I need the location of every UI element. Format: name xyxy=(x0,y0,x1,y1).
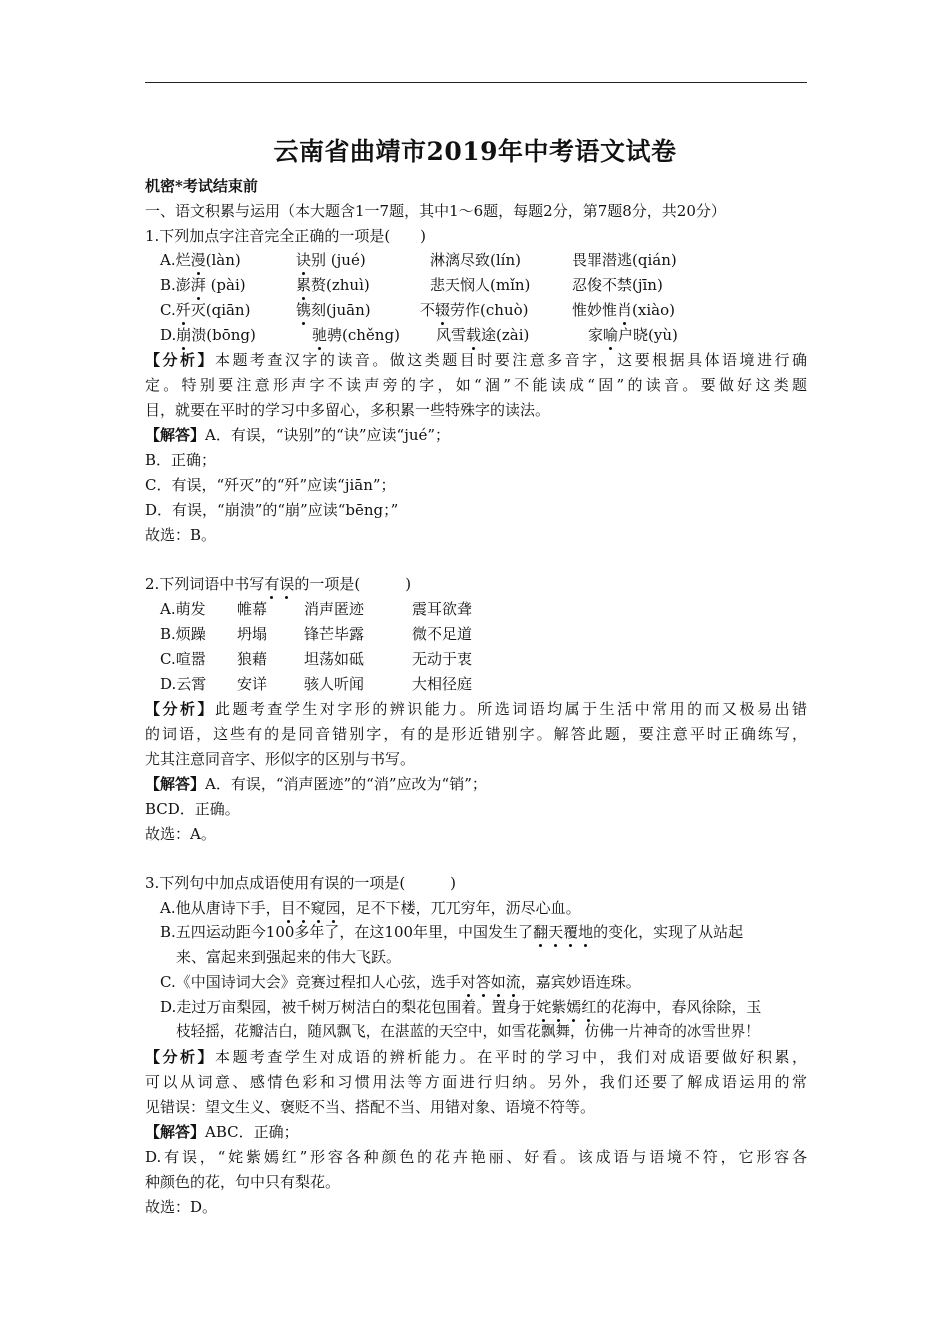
q2-answer-line-2: BCD．正确。 xyxy=(145,800,240,818)
q2-answer-choice: 故选：A。 xyxy=(145,825,216,843)
q3-option-b: B.五四运动距今100多年了，在这100年里，中国发生了翻天覆地的变化，实现了从站起 xyxy=(160,923,744,941)
q1-answer-choice: 故选：B。 xyxy=(145,526,217,544)
q3-option-d: D.走过万亩梨园，被千树万树洁白的梨花包围着。置身于姹紫嫣红的花海中，春风徐除，玉 xyxy=(160,998,762,1016)
q3-option-d-line-2: 枝轻摇，花瓣洁白，随风飘飞，在湛蓝的天空中，如雪花飘舞，仿佛一片神奇的冰雪世界！ xyxy=(176,1023,760,1040)
q3-option-c: C.《中国诗词大会》竞赛过程扣人心弦，选手对答如流，嘉宾妙语连珠。 xyxy=(160,973,641,991)
q3-answer-line-3: 种颜色的花，句中只有梨花。 xyxy=(145,1173,341,1191)
page-title: 云南省曲靖市2019年中考语文试卷 xyxy=(273,137,677,166)
q1-answer-line-4: D．有误，“崩溃”的“崩”应读“bēng；” xyxy=(145,501,399,519)
q2-analysis-line-2: 的词语，这些有的是同音错别字，有的是形近错别字。解答此题，要注意平时正确练写， xyxy=(145,725,807,743)
secret-label: 机密*考试结束前 xyxy=(145,177,258,195)
q3-stem: 3.下列句中加点成语使用有误的一项是( ) xyxy=(145,874,457,892)
q1-stem: 1.下列加点字注音完全正确的一项是( ) xyxy=(145,227,427,245)
header-rule xyxy=(145,82,807,83)
q3-option-d-idiom: 姹紫嫣红 xyxy=(536,998,597,1016)
section-heading: 一、语文积累与运用（本大题含1一7题，其中1～6题，每题2分，第7题8分，共20分） xyxy=(145,202,726,220)
q1-analysis-line-3: 目，就要在平时的学习中多留心，多积累一些特殊字的读法。 xyxy=(145,401,551,419)
q3-option-b-idiom: 翻天覆地 xyxy=(533,923,594,941)
q1-analysis-line-2: 定。特别要注意形声字不读声旁的字，如“涸”不能读成“固”的读音。要做好这类题 xyxy=(145,376,807,394)
q3-option-c-idiom: 对答如流 xyxy=(460,973,521,991)
q2-analysis-line-1: 【分析】此题考查学生对字形的辨识能力。所选词语均属于生活中常用的而又极易出错 xyxy=(145,700,807,718)
q3-option-a: A.他从唐诗下手，目不窥园，足不下楼，兀兀穷年，沥尽心血。 xyxy=(160,899,581,917)
q1-analysis-line-1: 【分析】本题考查汉字的读音。做这类题目时要注意多音字，这要根据具体语境进行确 xyxy=(145,351,807,369)
q2-stem: 2.下列词语中书写有误的一项是( ) xyxy=(145,575,412,593)
q1-answer-line-1: 【解答】A．有误，“诀别”的“诀”应读“jué”； xyxy=(145,426,451,444)
q3-analysis-line-3: 见错误：望文生义、褒贬不当、搭配不当、用错对象、语境不符等。 xyxy=(145,1098,596,1116)
q1-answer-line-2: B．正确； xyxy=(145,451,217,469)
q3-answer-choice: 故选：D。 xyxy=(145,1198,218,1216)
q3-analysis-line-1: 【分析】本题考查学生对成语的辨析能力。在平时的学习中，我们对成语要做好积累， xyxy=(145,1048,807,1066)
q3-answer-line-2: D.有误，“姹紫嫣红”形容各种颜色的花卉艳丽、好看。该成语与语境不符，它形容各 xyxy=(145,1148,807,1166)
q3-analysis-line-2: 可以从词意、感情色彩和习惯用法等方面进行归纳。另外，我们还要了解成语运用的常 xyxy=(145,1073,807,1091)
q3-option-b-line-2: 来、富起来到强起来的伟大飞跃。 xyxy=(176,948,402,966)
q3-answer-line-1: 【解答】ABC．正确； xyxy=(145,1123,299,1141)
q2-answer-line-1: 【解答】A．有误，“消声匿迹”的“消”应改为“销”； xyxy=(145,775,487,793)
q2-analysis-line-3: 尤其注意同音字、形似字的区别与书写。 xyxy=(145,750,416,768)
q3-option-a-idiom: 目不窥园 xyxy=(280,899,341,917)
q1-answer-line-3: C．有误，“歼灭”的“歼”应读“jiān”； xyxy=(145,476,396,494)
